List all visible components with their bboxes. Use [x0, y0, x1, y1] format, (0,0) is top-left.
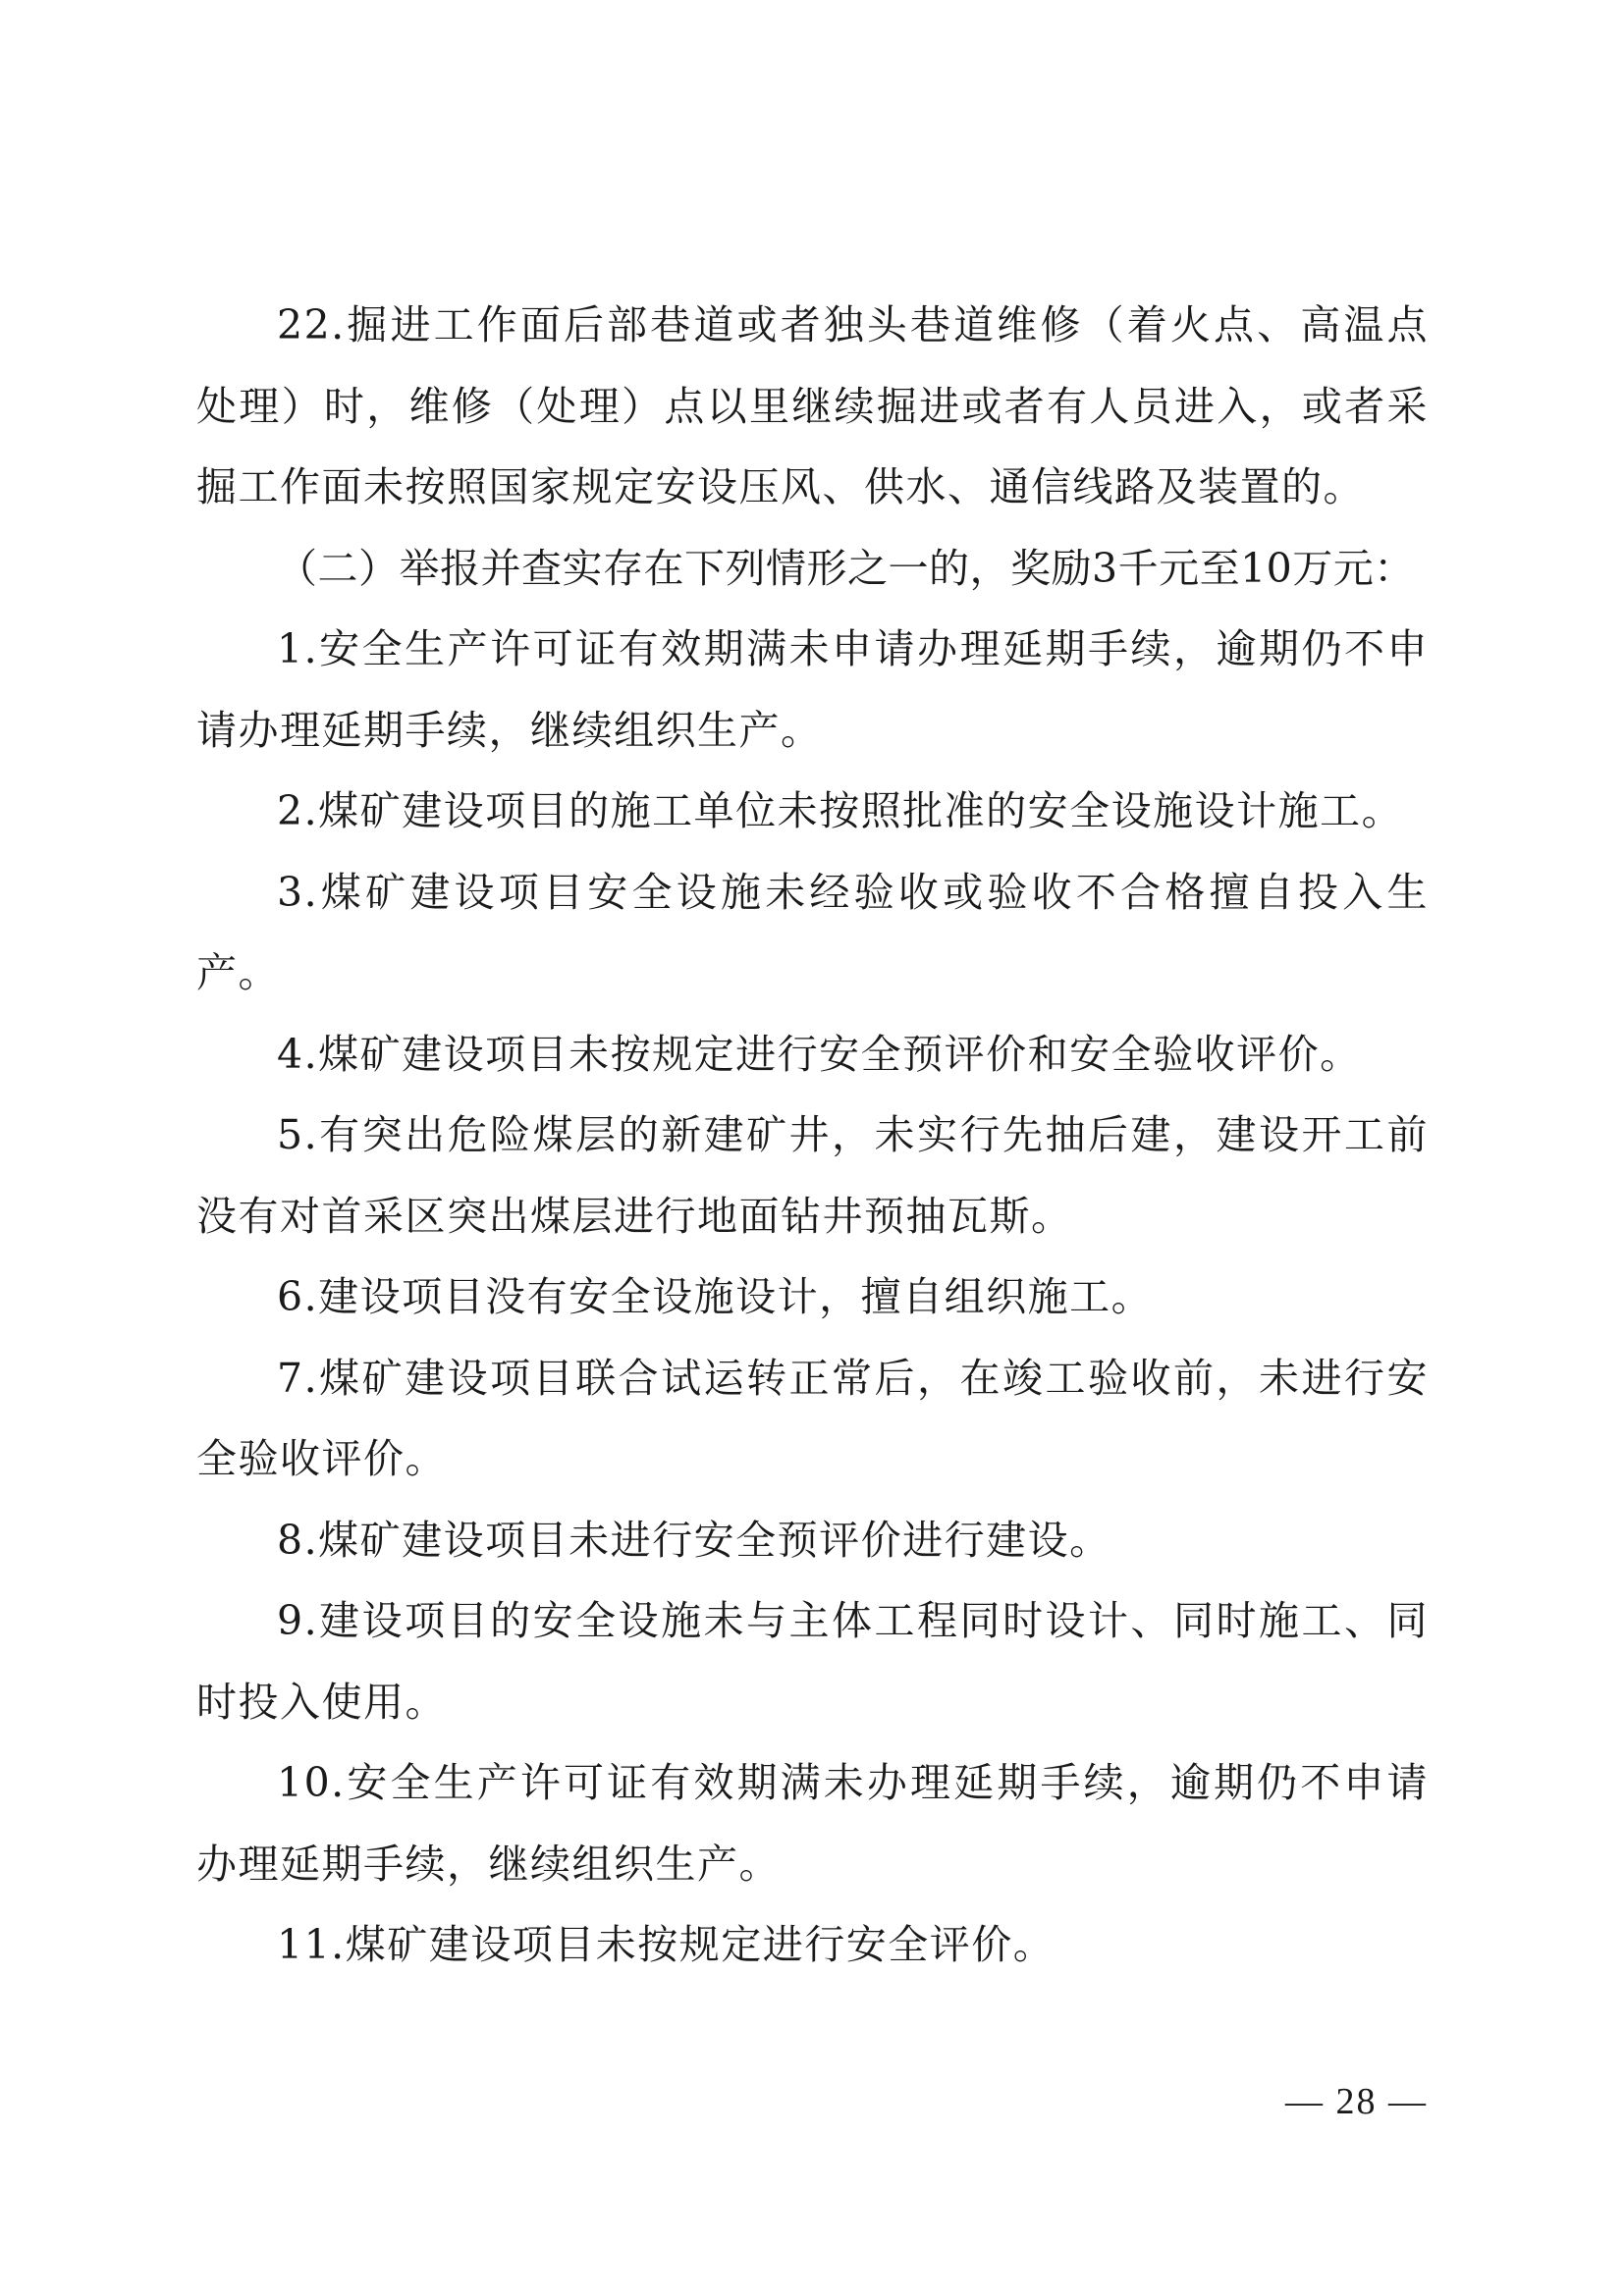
paragraph-item-9: 9.建设项目的安全设施未与主体工程同时设计、同时施工、同时投入使用。 [196, 1597, 1429, 1726]
document-body [196, 285, 1429, 1986]
section-heading-2: （二）举报并查实存在下列情形之一的，奖励3千元至10万元： [277, 544, 1415, 592]
page-number: — 28 — [1285, 2081, 1428, 2122]
paragraph-item-6: 6.建设项目没有安全设施设计，擅自组织施工。 [277, 1273, 1154, 1320]
paragraph-item-7: 7.煤矿建设项目联合试运转正常后，在竣工验收前，未进行安全验收评价。 [196, 1354, 1429, 1482]
paragraph-item-11: 11.煤矿建设项目未按规定进行安全评价。 [277, 1921, 1056, 1968]
paragraph-item-8: 8.煤矿建设项目未进行安全预评价进行建设。 [277, 1516, 1111, 1564]
paragraph-item-5: 5.有突出危险煤层的新建矿井，未实行先抽后建，建设开工前没有对首采区突出煤层进行地面钻井预抽瓦斯。 [196, 1111, 1429, 1240]
paragraph-item-10: 10.安全生产许可证有效期满未办理延期手续，逾期仍不申请办理延期手续，继续组织生产。 [196, 1759, 1429, 1888]
paragraph-item-4: 4.煤矿建设项目未按规定进行安全预评价和安全验收评价。 [277, 1030, 1362, 1078]
paragraph-item-1: 1.安全生产许可证有效期满未申请办理延期手续，逾期仍不申请办理延期手续，继续组织生产。 [196, 625, 1429, 754]
paragraph-item-2: 2.煤矿建设项目的施工单位未按照批准的安全设施设计施工。 [277, 787, 1404, 834]
paragraph-item-3: 3.煤矿建设项目安全设施未经验收或验收不合格擅自投入生产。 [196, 868, 1429, 996]
paragraph-item-22: 22.掘进工作面后部巷道或者独头巷道维修（着火点、高温点处理）时，维修（处理）点以里继续掘进或者有人员进入，或者采掘工作面未按照国家规定安设压风、供水、通信线路及装置的。 [196, 301, 1429, 510]
